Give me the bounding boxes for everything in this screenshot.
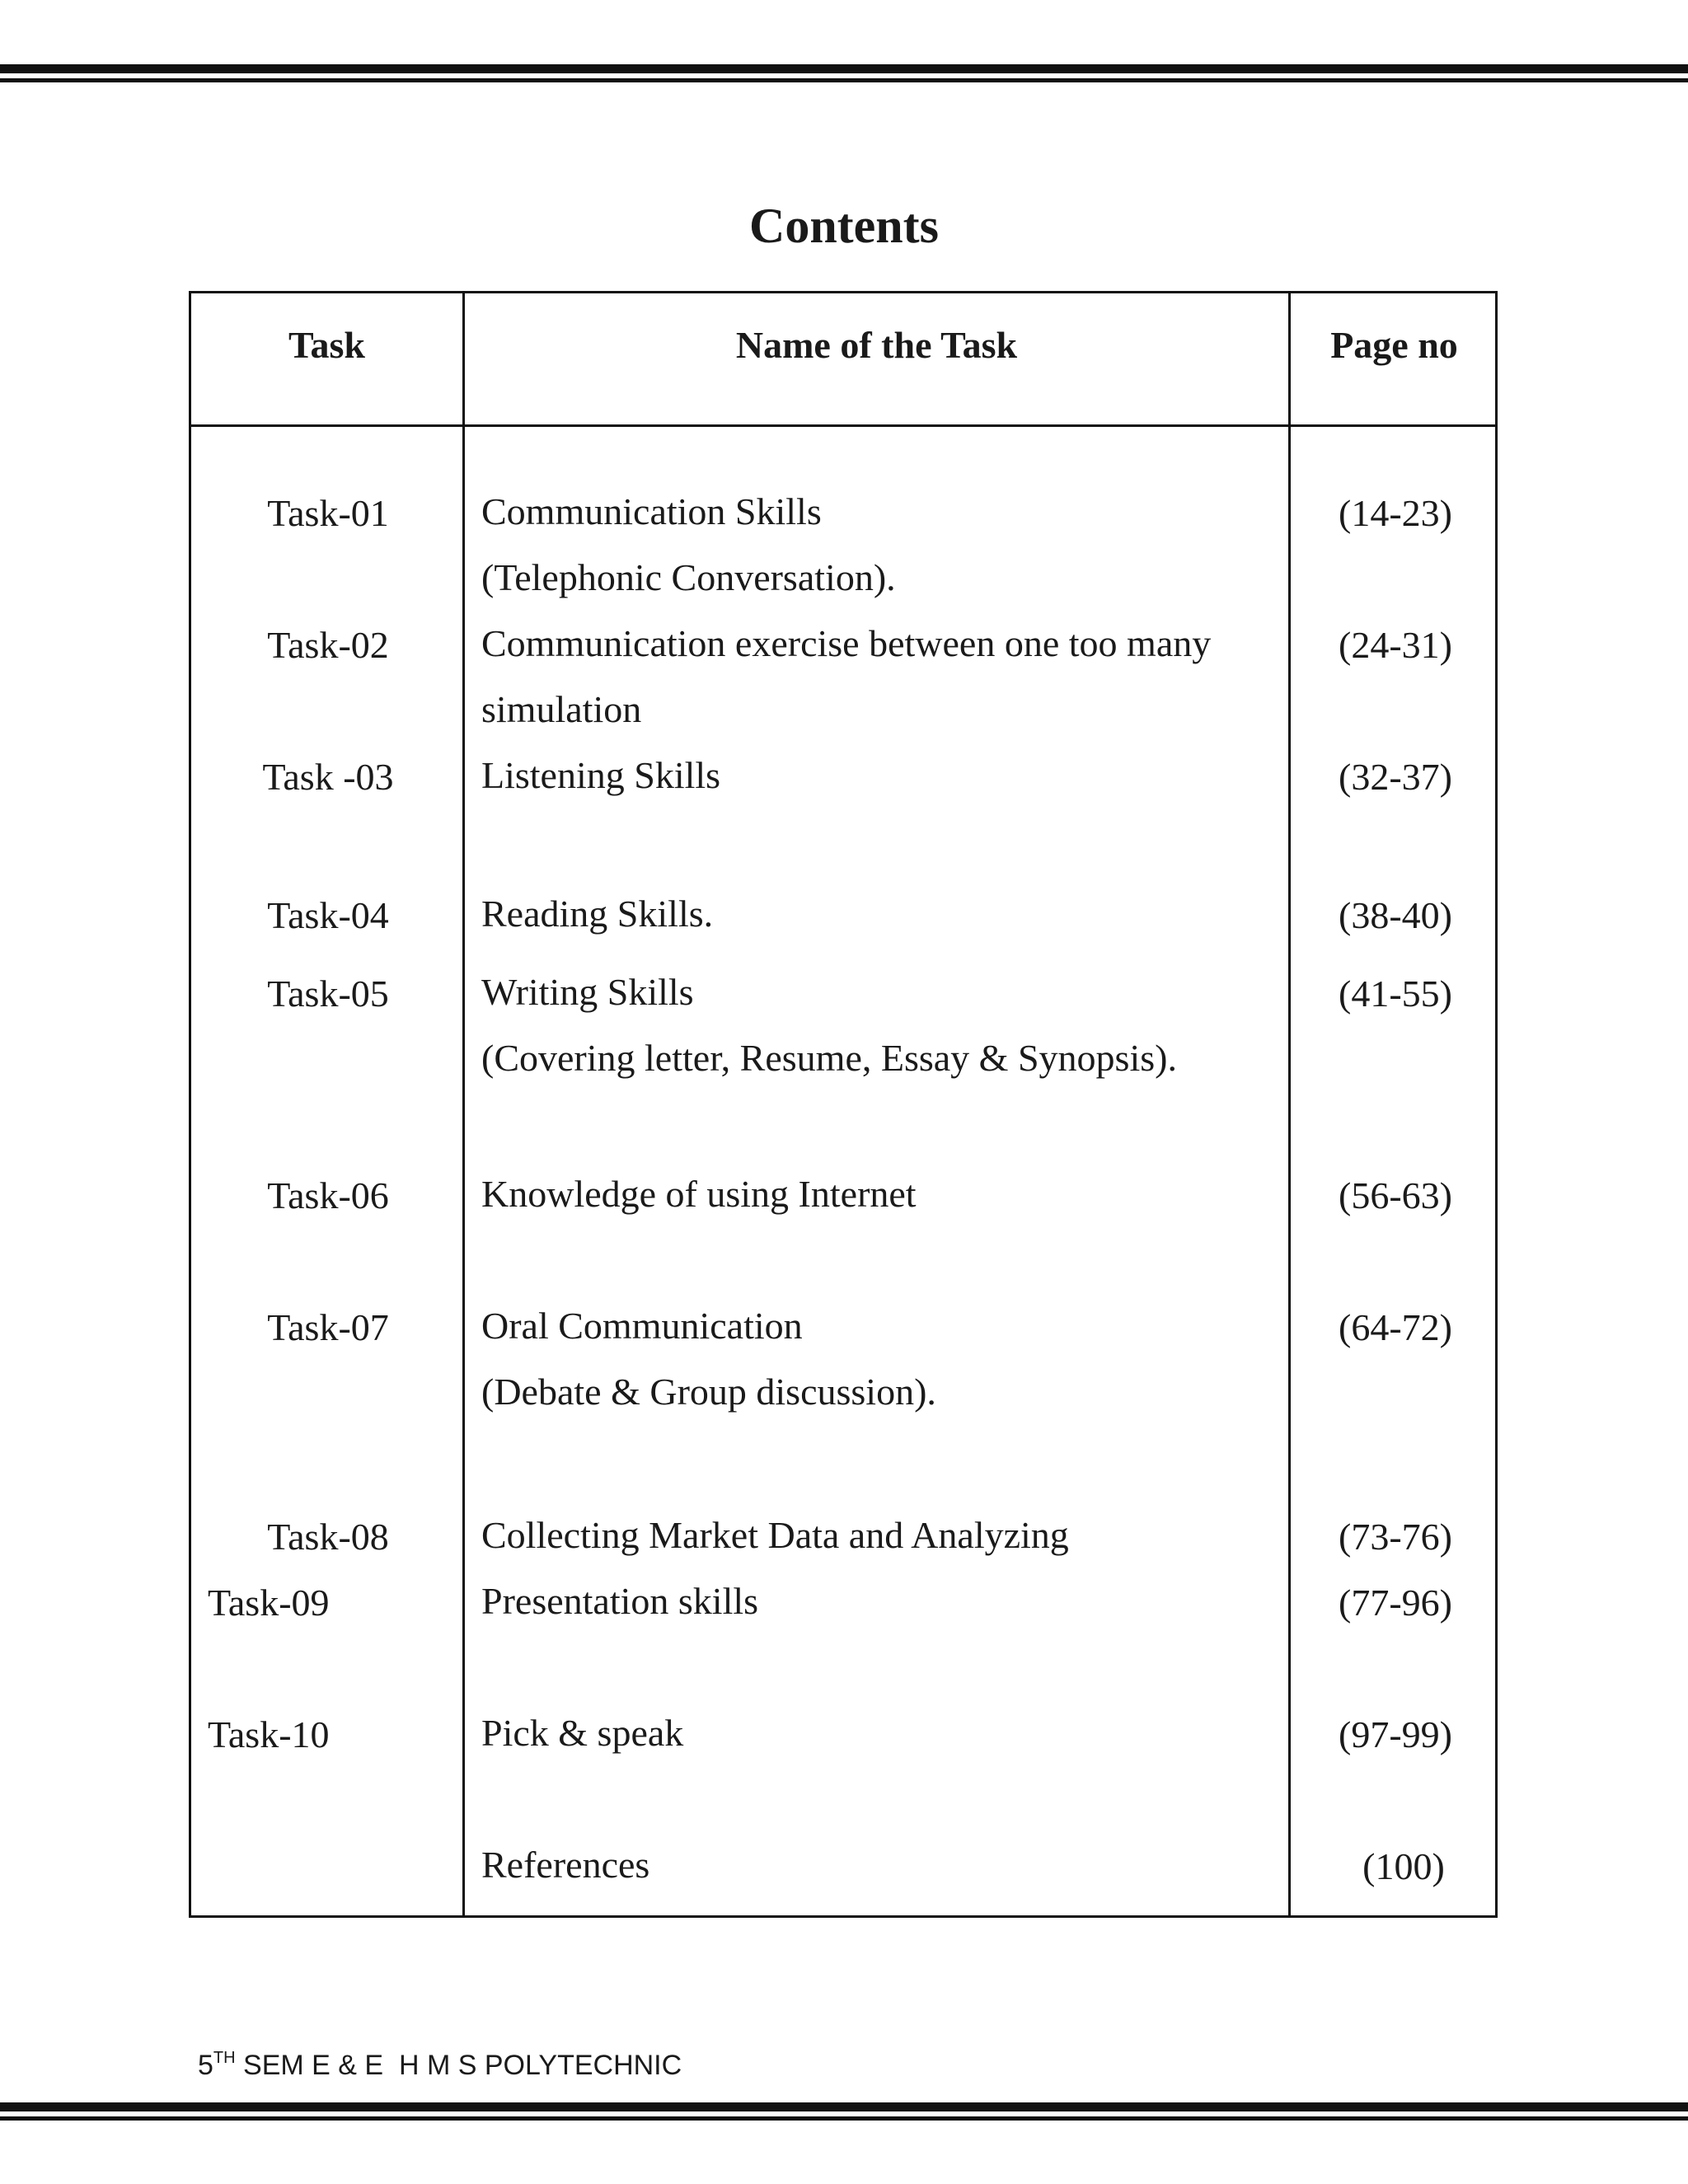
row-task-name-line: Presentation skills	[481, 1580, 759, 1622]
row-page-range: (97-99)	[1339, 1713, 1452, 1755]
row-task-name	[481, 479, 896, 611]
row-task-name-line: Communication exercise between one too many	[481, 622, 1212, 664]
row-page-range: (73-76)	[1339, 1516, 1452, 1558]
row-page-range: (100)	[1362, 1845, 1445, 1887]
row-task-label: Task-08	[267, 1516, 389, 1558]
row-task-name	[481, 1832, 649, 1898]
row-task-label: Task-06	[267, 1174, 389, 1216]
row-page-range: (56-63)	[1339, 1174, 1452, 1216]
row-task-name-line: Listening Skills	[481, 754, 721, 796]
row-task-name	[481, 881, 713, 947]
top-rule-thin	[0, 78, 1688, 82]
row-page-range: (24-31)	[1339, 624, 1452, 666]
row-page-range: (32-37)	[1339, 756, 1452, 798]
page-title: Contents	[748, 199, 939, 253]
row-task-label: Task-01	[267, 492, 389, 534]
row-page-range: (77-96)	[1339, 1582, 1452, 1624]
row-task-label: Task -03	[262, 756, 394, 798]
column-divider-2	[1288, 293, 1291, 1915]
row-task-label: Task-09	[208, 1582, 330, 1624]
bottom-rule-thick	[0, 2102, 1688, 2111]
header-page: Page no	[1330, 324, 1458, 366]
row-task-name-line: Reading Skills.	[481, 893, 714, 935]
contents-table	[189, 291, 1498, 1918]
row-task-label: Task-10	[208, 1713, 330, 1755]
row-task-name	[481, 1293, 936, 1425]
row-task-label: Task-07	[267, 1306, 389, 1348]
row-task-name	[481, 1502, 1069, 1568]
column-divider-1	[462, 293, 465, 1915]
row-task-name-line: Knowledge of using Internet	[481, 1173, 917, 1215]
row-task-name-line: (Covering letter, Resume, Essay & Synopsis).	[481, 1037, 1177, 1079]
row-page-range: (64-72)	[1339, 1306, 1452, 1348]
row-task-name	[481, 743, 720, 808]
row-page-range: (38-40)	[1339, 894, 1452, 936]
row-task-name	[481, 959, 1177, 1091]
row-task-name	[481, 1161, 917, 1227]
row-task-name-line: (Debate & Group discussion).	[481, 1371, 936, 1413]
row-task-name	[481, 1568, 758, 1634]
footer-sem-number: 5	[198, 2050, 213, 2081]
row-task-name-line: Communication Skills	[481, 490, 822, 532]
top-rule-thick	[0, 64, 1688, 73]
row-task-label: Task-05	[267, 972, 389, 1015]
footer-institution: SEM E & E H M S POLYTECHNIC	[235, 2050, 682, 2081]
header-divider	[191, 424, 1495, 427]
row-page-range: (41-55)	[1339, 972, 1452, 1015]
row-task-name-line: Oral Communication	[481, 1305, 803, 1347]
footer-sem-suffix: TH	[213, 2049, 236, 2067]
header-name: Name of the Task	[735, 324, 1018, 366]
row-page-range: (14-23)	[1339, 492, 1452, 534]
row-task-label: Task-04	[267, 894, 389, 936]
header-task: Task	[288, 324, 365, 366]
row-task-name-line: Collecting Market Data and Analyzing	[481, 1514, 1069, 1556]
bottom-rule-thin	[0, 2116, 1688, 2121]
row-task-name-line: Writing Skills	[481, 971, 694, 1013]
row-task-label: Task-02	[267, 624, 389, 666]
row-task-name	[481, 611, 1211, 743]
footer-text	[198, 2049, 682, 2082]
row-task-name	[481, 1700, 683, 1766]
row-task-name-line: Pick & speak	[481, 1712, 684, 1754]
row-task-name-line: (Telephonic Conversation).	[481, 556, 896, 598]
row-task-name-line: simulation	[481, 688, 642, 730]
row-task-name-line: References	[481, 1844, 650, 1886]
